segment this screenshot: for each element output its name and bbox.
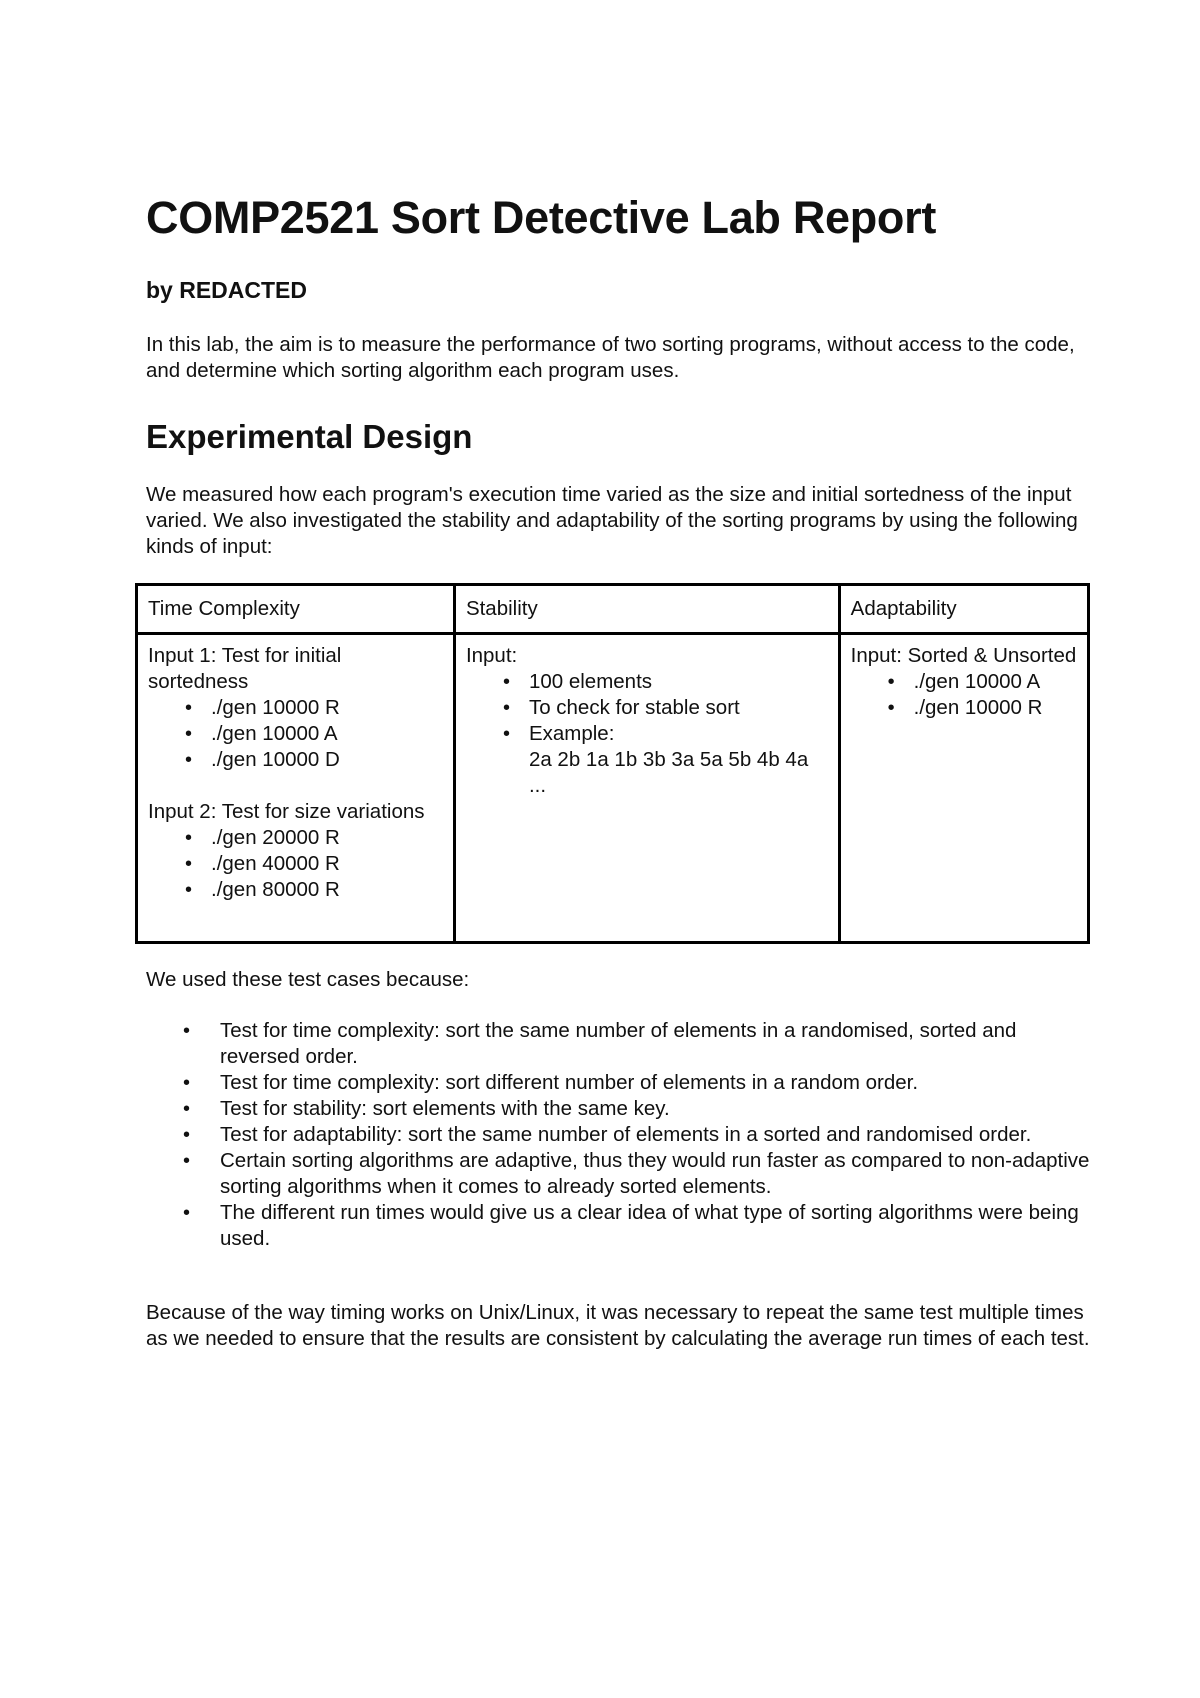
stability-label: Input: <box>465 644 518 667</box>
bullet-icon: • <box>502 697 510 719</box>
design-paragraph: We measured how each program's execution time varied as the size and initial sortedness of the input varied. We also investigated the stability and adaptability of the sorting programs by using the following kinds of input: <box>146 483 1078 558</box>
list-item: • ./gen 80000 R <box>185 878 340 901</box>
list-item: • The different run times would give us a clear idea of what type of sorting algorithms were being used. <box>183 1201 1079 1250</box>
intro-paragraph: In this lab, the aim is to measure the performance of two sorting programs, without access to the code, and determine which sorting algorithm each program uses. <box>146 333 1075 382</box>
adaptability-cell <box>839 634 1088 943</box>
bullet-icon: • <box>185 827 193 849</box>
bullet-icon: • <box>183 1202 191 1224</box>
section-heading: Experimental Design <box>146 418 473 455</box>
list-item: • ./gen 10000 D <box>185 748 340 771</box>
list-item: • Test for adaptability: sort the same number of elements in a sorted and randomised order. <box>183 1123 1032 1146</box>
reasons-intro: We used these test cases because: <box>146 968 470 991</box>
bullet-icon: • <box>185 723 193 745</box>
list-item: • ./gen 10000 A <box>887 670 1041 693</box>
bullet-icon: • <box>502 723 510 745</box>
bullet-icon: • <box>183 1098 191 1120</box>
reasons-list <box>146 1018 1096 1252</box>
input1-list <box>148 695 443 773</box>
list-item: • Certain sorting algorithms are adaptive, thus they would run faster as compared to non-adaptive sorting algorithms when it comes to already sorted elements. <box>183 1149 1090 1198</box>
list-item: • Test for time complexity: sort the same number of elements in a randomised, sorted and reversed order. <box>183 1019 1017 1068</box>
author-line: by REDACTED <box>146 277 308 303</box>
list-item: • Example: 2a 2b 1a 1b 3b 3a 5a 5b 4b 4a ... <box>502 722 809 797</box>
adaptability-list <box>851 669 1077 721</box>
bullet-icon: • <box>185 749 193 771</box>
bullet-icon: • <box>185 697 193 719</box>
header-adaptability: Adaptability <box>839 585 1088 634</box>
bullet-icon: • <box>183 1150 191 1172</box>
bullet-icon: • <box>887 671 895 693</box>
list-item: • To check for stable sort <box>502 696 740 719</box>
bullet-icon: • <box>185 853 193 875</box>
list-item: • Test for time complexity: sort different number of elements in a random order. <box>183 1071 919 1094</box>
list-item: • ./gen 10000 A <box>185 722 338 745</box>
table-header-row <box>137 585 1089 634</box>
header-stability: Stability <box>454 585 839 634</box>
bullet-icon: • <box>183 1124 191 1146</box>
stability-cell <box>454 634 839 943</box>
input1-label: Input 1: Test for initial sortedness <box>148 644 342 693</box>
bullet-icon: • <box>185 879 193 901</box>
stability-list <box>466 669 828 799</box>
stability-example: 2a 2b 1a 1b 3b 3a 5a 5b 4b 4a ... <box>528 748 809 797</box>
bullet-icon: • <box>183 1020 191 1042</box>
list-item: • Test for stability: sort elements with the same key. <box>183 1097 670 1120</box>
input2-label: Input 2: Test for size variations <box>148 800 425 823</box>
test-input-table <box>135 583 1090 944</box>
time-complexity-cell <box>137 634 455 943</box>
table-row <box>137 634 1089 943</box>
closing-paragraph: Because of the way timing works on Unix/Linux, it was necessary to repeat the same test multiple times as we needed to ensure that the results are consistent by calculating the average run times of each test. <box>146 1301 1090 1350</box>
list-item: • ./gen 40000 R <box>185 852 340 875</box>
list-item: • 100 elements <box>502 670 653 693</box>
list-item: • ./gen 10000 R <box>887 696 1043 719</box>
bullet-icon: • <box>887 697 895 719</box>
header-time-complexity: Time Complexity <box>137 585 455 634</box>
bullet-icon: • <box>183 1072 191 1094</box>
list-item: • ./gen 20000 R <box>185 826 340 849</box>
input2-list <box>148 825 443 903</box>
bullet-icon: • <box>502 671 510 693</box>
document-title: COMP2521 Sort Detective Lab Report <box>146 192 937 243</box>
list-item: • ./gen 10000 R <box>185 696 340 719</box>
adaptability-label: Input: Sorted & Unsorted <box>850 644 1077 667</box>
